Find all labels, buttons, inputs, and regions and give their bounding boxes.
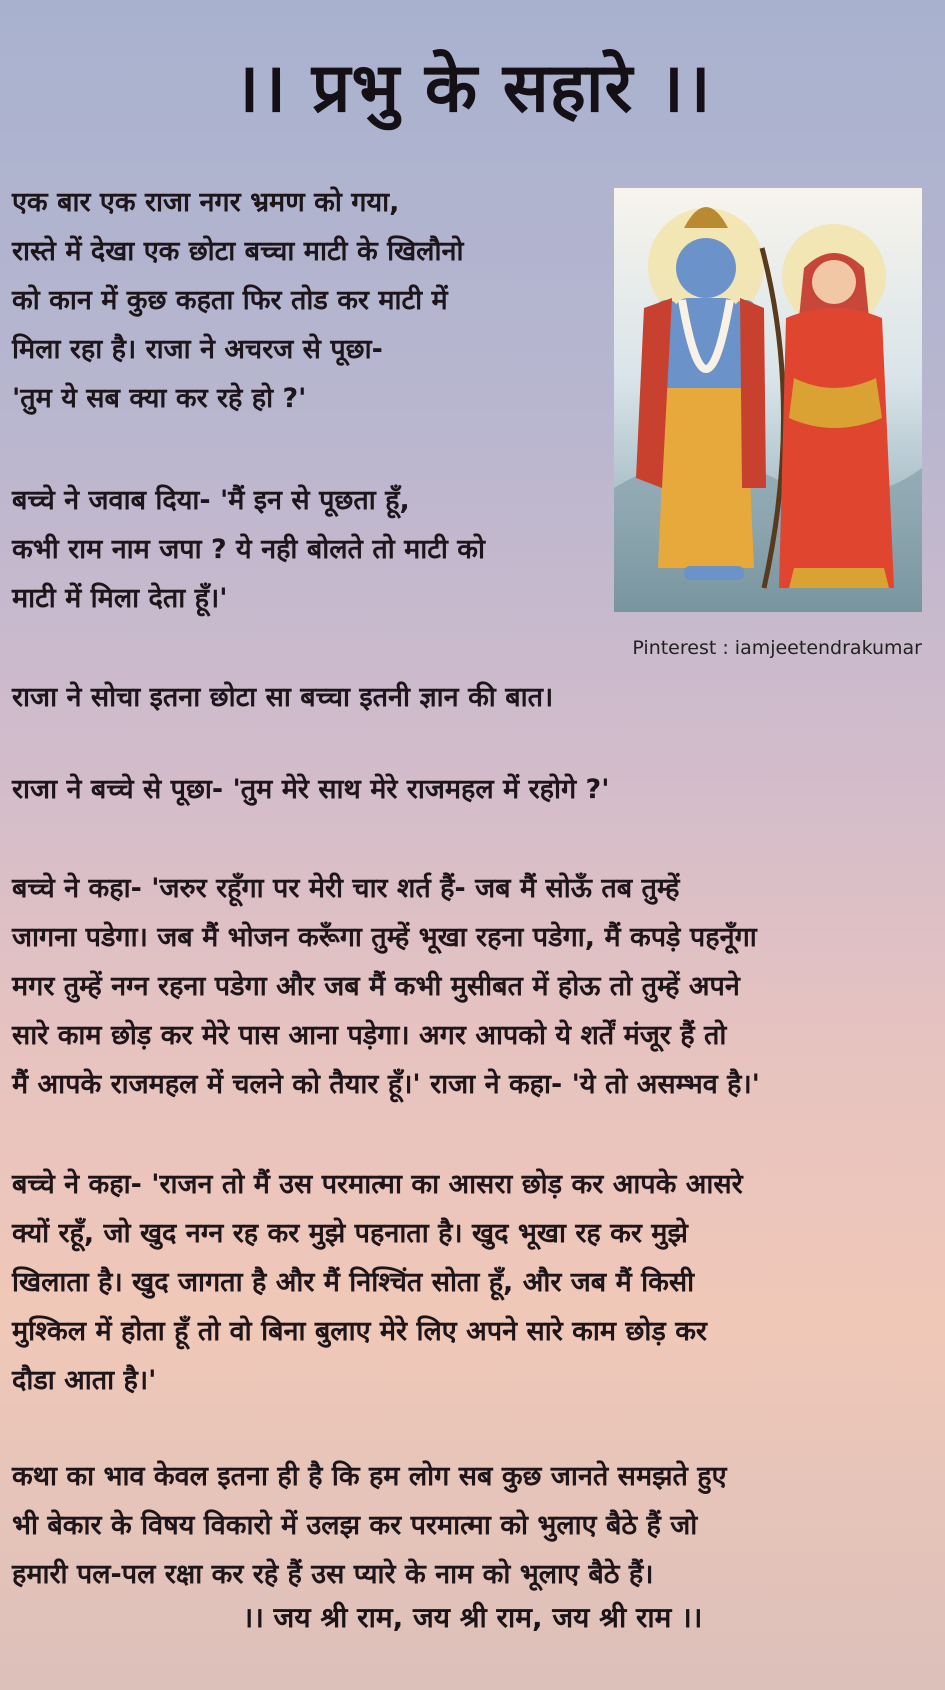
footer-chant: ।। जय श्री राम, जय श्री राम, जय श्री राम ।। xyxy=(242,1601,703,1634)
text-line: मगर तुम्हें नग्न रहना पडेगा और जब मैं कभी मुसीबत में होऊ तो तुम्हें अपने xyxy=(12,971,740,1002)
story-paragraph-6 xyxy=(12,1160,743,1405)
story-paragraph-3 xyxy=(12,673,553,722)
text-line: रास्ते में देखा एक छोटा बच्चा माटी के खिलौनो xyxy=(12,236,464,267)
text-line: कभी राम नाम जपा ? ये नही बोलते तो माटी को xyxy=(12,534,485,565)
text-line: कथा का भाव केवल इतना ही है कि हम लोग सब कुछ जानते समझते हुए xyxy=(12,1461,727,1492)
text-line: मैं आपके राजमहल में चलने को तैयार हूँ।' राजा ने कहा- 'ये तो असम्भव है।' xyxy=(12,1069,760,1100)
text-line: माटी में मिला देता हूँ।' xyxy=(12,583,228,614)
text-line: बच्चे ने जवाब दिया- 'मैं इन से पूछता हूँ, xyxy=(12,485,410,516)
text-line: क्यों रहूँ, जो खुद नग्न रह कर मुझे पहनाता है। खुद भूखा रह कर मुझे xyxy=(12,1218,688,1249)
text-line: बच्चे ने कहा- 'जरुर रहूँगा पर मेरी चार शर्त हैं- जब मैं सोऊँ तब तुम्हें xyxy=(12,873,680,904)
story-paragraph-2 xyxy=(12,476,485,623)
text-line: दौडा आता है।' xyxy=(12,1365,157,1396)
ram-sita-illustration-icon xyxy=(614,188,922,612)
text-line: को कान में कुछ कहता फिर तोड कर माटी में xyxy=(12,285,448,316)
story-paragraph-1 xyxy=(12,178,463,423)
story-paragraph-5 xyxy=(12,864,760,1109)
story-paragraph-7 xyxy=(12,1452,727,1599)
story-paragraph-4 xyxy=(12,765,610,814)
text-line: मुश्किल में होता हूँ तो वो बिना बुलाए मेरे लिए अपने सारे काम छोड़ कर xyxy=(12,1316,707,1347)
text-line: जागना पडेगा। जब मैं भोजन करूँगा तुम्हें भूखा रहना पडेगा, मैं कपड़े पहनूँगा xyxy=(12,922,757,953)
text-line: भी बेकार के विषय विकारो में उलझ कर परमात्मा को भुलाए बैठे हैं जो xyxy=(12,1510,698,1541)
text-line: राजा ने सोचा इतना छोटा सा बच्चा इतनी ज्ञान की बात। xyxy=(12,682,554,713)
image-caption: Pinterest : iamjeetendrakumar xyxy=(632,637,922,659)
text-line: मिला रहा है। राजा ने अचरज से पूछा- xyxy=(12,334,383,365)
text-line: राजा ने बच्चे से पूछा- 'तुम मेरे साथ मेरे राजमहल में रहोगे ?' xyxy=(12,774,610,805)
text-line: सारे काम छोड़ कर मेरे पास आना पड़ेगा। अगर आपको ये शर्तें मंजूर हैं तो xyxy=(12,1020,727,1051)
text-line: खिलाता है। खुद जागता है और मैं निश्चिंत सोता हूँ, और जब मैं किसी xyxy=(12,1267,695,1298)
page-title: ।। प्रभु के सहारे ।। xyxy=(233,49,712,128)
text-line: एक बार एक राजा नगर भ्रमण को गया, xyxy=(12,187,400,218)
text-line: हमारी पल-पल रक्षा कर रहे हैं उस प्यारे के नाम को भूलाए बैठे हैं। xyxy=(12,1559,654,1590)
text-line: बच्चे ने कहा- 'राजन तो मैं उस परमात्मा का आसरा छोड़ कर आपके आसरे xyxy=(12,1169,743,1200)
text-line: 'तुम ये सब क्या कर रहे हो ?' xyxy=(12,383,307,414)
